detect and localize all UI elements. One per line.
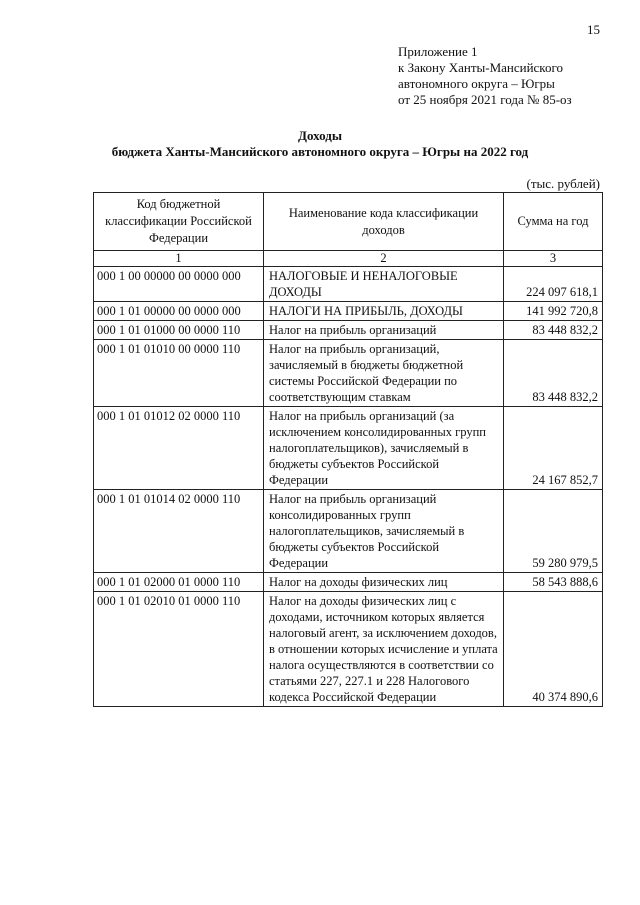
table-row — [94, 321, 603, 340]
header-code: Код бюджетной классификации Российской Федерации — [94, 193, 264, 251]
table-row — [94, 490, 603, 573]
header-row — [94, 193, 603, 251]
title-line-2: бюджета Ханты-Мансийского автономного округа – Югры на 2022 год — [111, 144, 529, 159]
table-row — [94, 267, 603, 302]
row-name: Налог на прибыль организаций консолидированных групп налогоплательщиков, зачисляемый в бюджеты субъектов Российской Федерации — [264, 490, 504, 573]
row-sum: 224 097 618,1 — [504, 267, 603, 302]
annex-line: Приложение 1 — [398, 44, 478, 59]
row-sum: 40 374 890,6 — [504, 592, 603, 707]
column-number: 1 — [94, 251, 264, 267]
row-name: Налог на прибыль организаций — [264, 321, 504, 340]
header-sum: Сумма на год — [504, 193, 603, 251]
document-title — [40, 128, 600, 160]
column-number-row — [94, 251, 603, 267]
annex-line: автономного округа – Югры — [398, 76, 555, 91]
table-row — [94, 592, 603, 707]
column-number: 2 — [264, 251, 504, 267]
column-number: 3 — [504, 251, 603, 267]
row-code: 000 1 01 02000 01 0000 110 — [94, 573, 264, 592]
title-line-1: Доходы — [298, 128, 342, 143]
annex-line: от 25 ноября 2021 года № 85-оз — [398, 92, 572, 107]
row-code: 000 1 01 01014 02 0000 110 — [94, 490, 264, 573]
row-sum: 24 167 852,7 — [504, 407, 603, 490]
row-sum: 141 992 720,8 — [504, 302, 603, 321]
row-name: Налог на доходы физических лиц — [264, 573, 504, 592]
table-row — [94, 573, 603, 592]
row-sum: 83 448 832,2 — [504, 321, 603, 340]
annex-line: к Закону Ханты-Мансийского — [398, 60, 563, 75]
row-name: НАЛОГОВЫЕ И НЕНАЛОГОВЫЕ ДОХОДЫ — [264, 267, 504, 302]
row-code: 000 1 01 01000 00 0000 110 — [94, 321, 264, 340]
row-sum: 58 543 888,6 — [504, 573, 603, 592]
row-name: НАЛОГИ НА ПРИБЫЛЬ, ДОХОДЫ — [264, 302, 504, 321]
row-code: 000 1 01 01010 00 0000 110 — [94, 340, 264, 407]
revenue-table — [93, 192, 603, 707]
row-code: 000 1 01 01012 02 0000 110 — [94, 407, 264, 490]
row-code: 000 1 01 00000 00 0000 000 — [94, 302, 264, 321]
annex-block — [398, 44, 618, 108]
table-row — [94, 302, 603, 321]
units-label: (тыс. рублей) — [526, 176, 600, 191]
row-sum: 83 448 832,2 — [504, 340, 603, 407]
table-body — [94, 267, 603, 707]
table-row — [94, 340, 603, 407]
table-row — [94, 407, 603, 490]
row-name: Налог на доходы физических лиц с доходами, источником которых является налоговый агент, за исключением доходов, в отношении которых исчисление и уплата налога осуществляются в соответствии со статьями 227, 227.1 и 228 Налогового кодекса Российской Федерации — [264, 592, 504, 707]
row-code: 000 1 00 00000 00 0000 000 — [94, 267, 264, 302]
page-number: 15 — [587, 22, 600, 37]
row-sum: 59 280 979,5 — [504, 490, 603, 573]
row-name: Налог на прибыль организаций, зачисляемый в бюджеты бюджетной системы Российской Федерации по соответствующим ставкам — [264, 340, 504, 407]
row-name: Налог на прибыль организаций (за исключением консолидированных групп налогоплательщиков), зачисляемый в бюджеты субъектов Российской Федерации — [264, 407, 504, 490]
row-code: 000 1 01 02010 01 0000 110 — [94, 592, 264, 707]
header-name: Наименование кода классификации доходов — [264, 193, 504, 251]
